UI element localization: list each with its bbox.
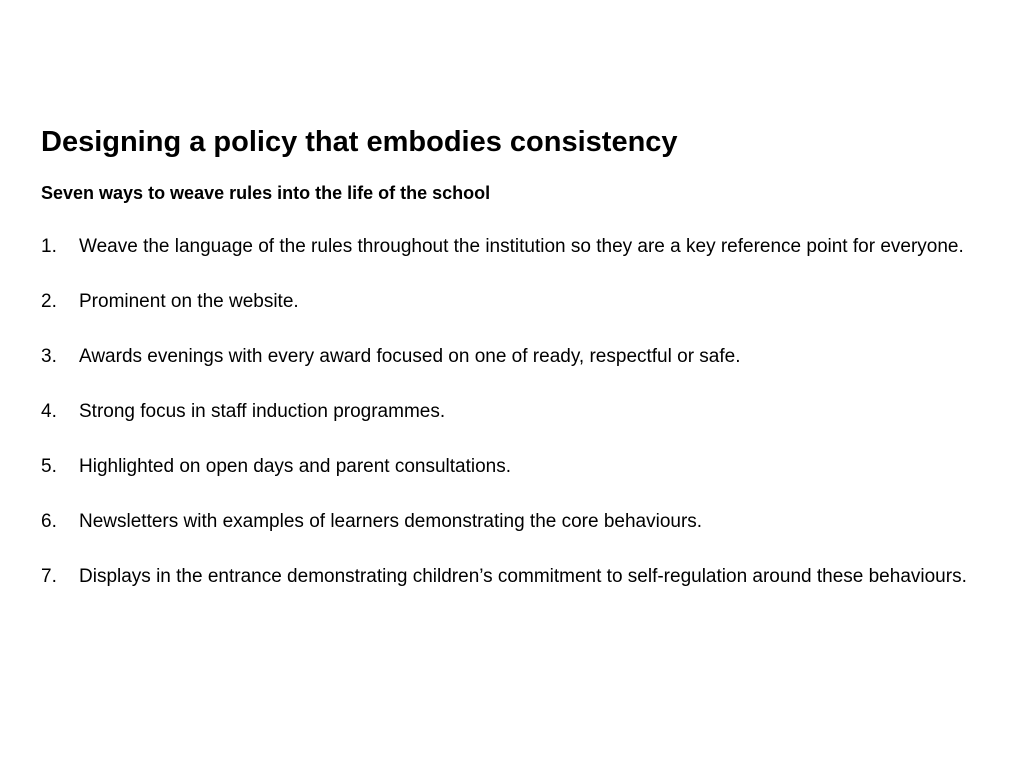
list-item-text: Newsletters with examples of learners demonstrating the core behaviours. — [79, 511, 703, 532]
list-item-number: 6. — [41, 511, 57, 532]
list-item-number: 3. — [41, 346, 57, 367]
list-item-text: Prominent on the website. — [79, 291, 299, 312]
list-item — [41, 453, 981, 481]
list-item-text: Weave the language of the rules throughout the institution so they are a key reference point for everyone. — [79, 236, 964, 257]
list-item — [41, 508, 981, 536]
list-item — [41, 233, 981, 261]
list-item — [41, 563, 981, 591]
list-item-text: Highlighted on open days and parent consultations. — [79, 456, 512, 477]
slide-subtitle: Seven ways to weave rules into the life of the school — [41, 183, 491, 203]
slide-title: Designing a policy that embodies consistency — [41, 126, 678, 158]
list-item-text: Strong focus in staff induction programmes. — [79, 401, 446, 422]
list-item — [41, 288, 981, 316]
list-item — [41, 343, 981, 371]
list-item-text: Awards evenings with every award focused on one of ready, respectful or safe. — [79, 346, 741, 367]
list-item-number: 7. — [41, 566, 57, 587]
list-item-text: Displays in the entrance demonstrating children’s commitment to self-regulation around these behaviours. — [79, 566, 967, 587]
list-item-number: 1. — [41, 236, 57, 257]
list-item-number: 4. — [41, 401, 57, 422]
numbered-list — [41, 233, 981, 618]
list-item — [41, 398, 981, 426]
list-item-number: 2. — [41, 291, 57, 312]
list-item-number: 5. — [41, 456, 57, 477]
